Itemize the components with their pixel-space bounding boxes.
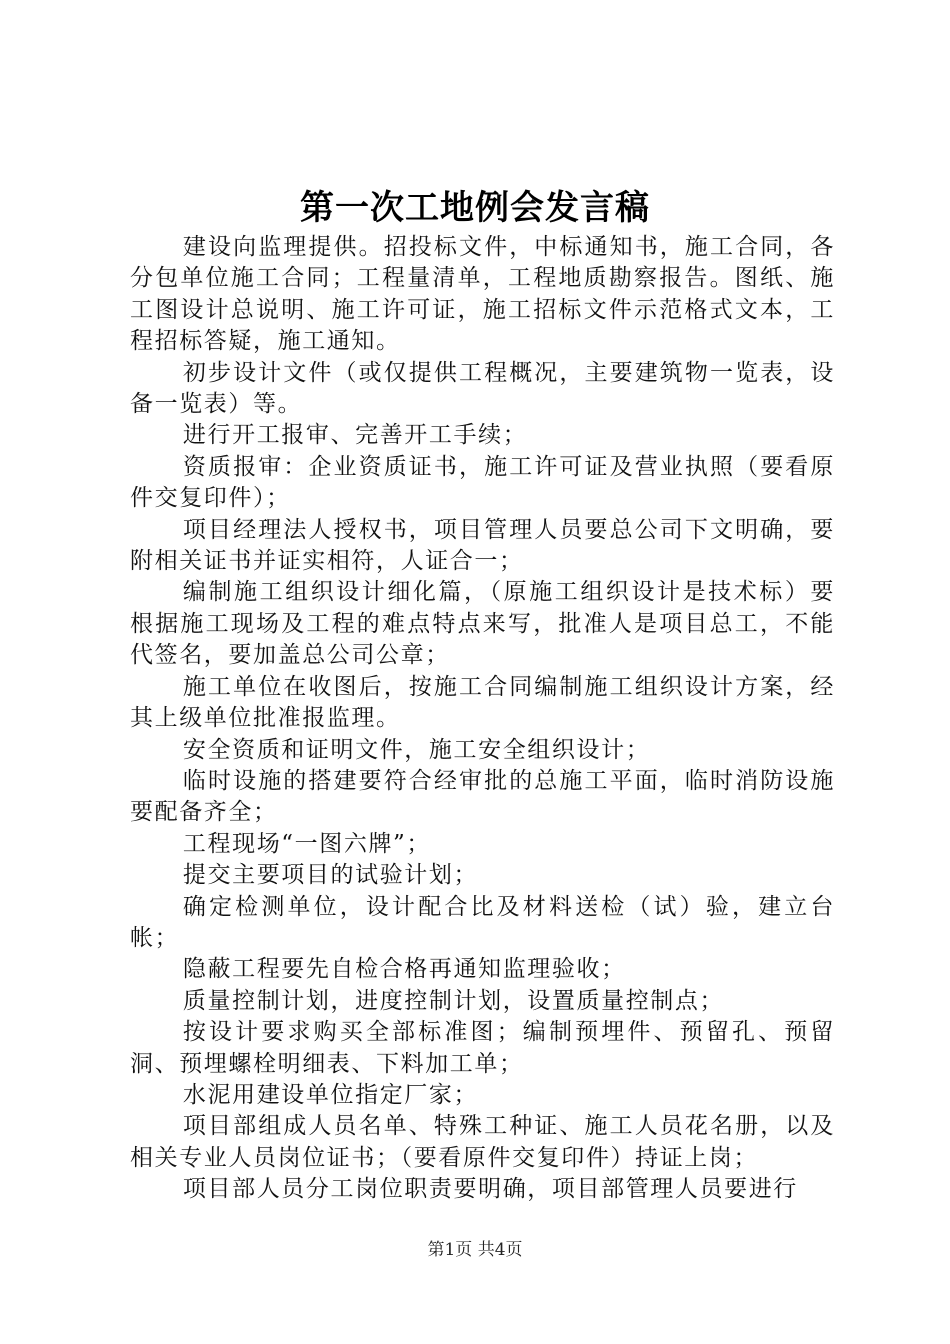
paragraph: 按设计要求购买全部标准图；编制预埋件、预留孔、预留洞、预埋螺栓明细表、下料加工单； [130,1019,835,1077]
paragraph: 隐蔽工程要先自检合格再通知监理验收； [182,956,626,983]
document-body [130,232,835,1206]
paragraph: 项目经理法人授权书，项目管理人员要总公司下文明确，要附相关证书并证实相符，人证合一； [130,516,835,575]
paragraph: 建设向监理提供。招投标文件，中标通知书，施工合同，各分包单位施工合同；工程量清单，工程地质勘察报告。图纸、施工图设计总说明、施工许可证，施工招标文件示范格式文本，工程招标答疑，施工通知。 [130,234,835,355]
paragraph: 资质报审：企业资质证书，施工许可证及营业执照（要看原件交复印件）； [130,453,835,512]
paragraph: 编制施工组织设计细化篇，（原施工组织设计是技术标）要根据施工现场及工程的难点特点来写，批准人是项目总工，不能代签名，要加盖总公司公章； [130,579,835,669]
paragraph: 进行开工报审、完善开工手续； [182,422,528,449]
document-title: 第一次工地例会发言稿 [300,188,650,228]
paragraph: 项目部组成人员名单、特殊工种证、施工人员花名册，以及相关专业人员岗位证书；（要看原件交复印件）持证上岗； [130,1113,835,1171]
paragraph: 质量控制计划，进度控制计划，设置质量控制点； [182,987,725,1014]
paragraph: 提交主要项目的试验计划； [182,862,479,889]
paragraph: 确定检测单位，设计配合比及材料送检（试）验，建立台帐； [130,893,835,951]
paragraph: 施工单位在收图后，按施工合同编制施工组织设计方案，经其上级单位批准报监理。 [130,673,835,732]
paragraph: 水泥用建设单位指定厂家； [182,1081,479,1108]
page-footer: 第1页 共4页 [427,1240,523,1260]
paragraph: 安全资质和证明文件，施工安全组织设计； [182,736,651,763]
paragraph: 临时设施的搭建要符合经审批的总施工平面，临时消防设施要配备齐全； [130,767,835,826]
paragraph: 初步设计文件（或仅提供工程概况，主要建筑物一览表，设备一览表）等。 [130,359,835,418]
paragraph: 项目部人员分工岗位职责要明确，项目部管理人员要进行 [182,1176,798,1203]
paragraph: 工程现场“一图六牌”； [182,830,432,857]
